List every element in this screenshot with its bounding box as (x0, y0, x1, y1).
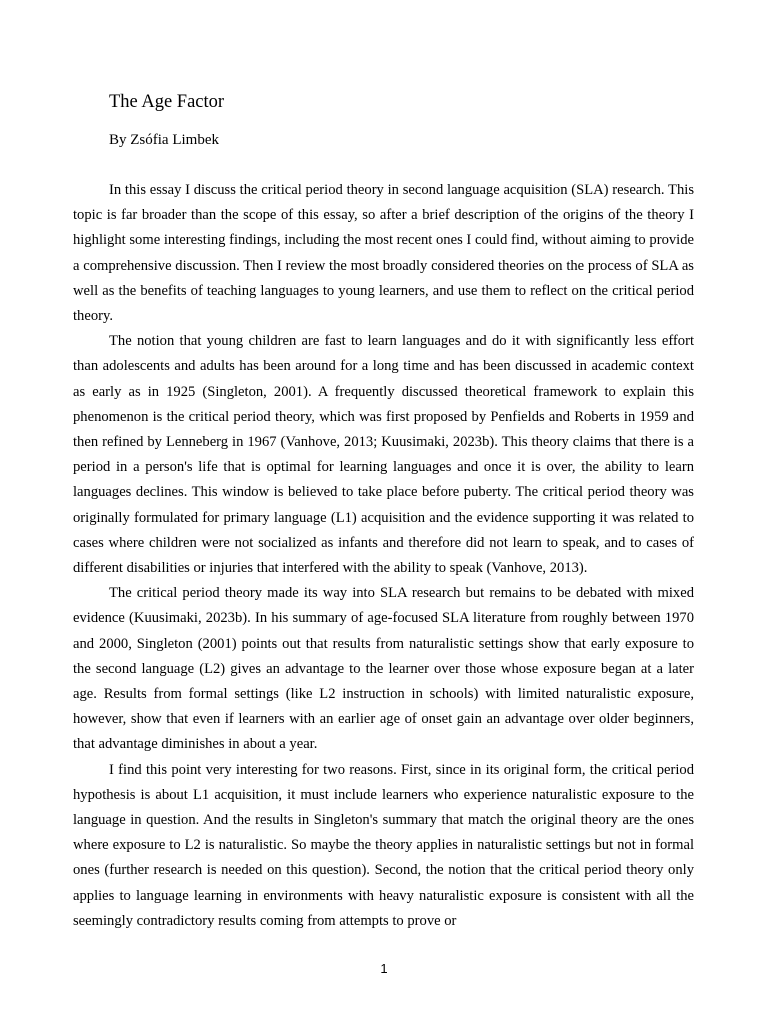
page-number: 1 (380, 961, 388, 976)
document-body (73, 178, 694, 934)
document-title: The Age Factor (109, 92, 225, 112)
paragraph: The critical period theory made its way into SLA research but remains to be debated with mixed evidence (Kuusimaki, 2023b). In his summary of age-focused SLA literature from roughly between 1970 and 2000, Singleton (2001) points out that results from naturalistic settings show that early exposure to the second language (L2) gives an advantage to the learner over those whose exposure began at a later age. Results from formal settings (like L2 instruction in schools) with limited naturalistic exposure, however, show that even if learners with an earlier age of onset gain an advantage over older beginners, that advantage diminishes in about a year. (73, 585, 694, 753)
paragraph: I find this point very interesting for two reasons. First, since in its original form, the critical period hypothesis is about L1 acquisition, it must include learners who experience naturalistic exposure to the language in question. And the results in Singleton's summary that match the original theory are the ones where exposure to L2 is naturalistic. So maybe the theory applies in naturalistic settings but not in formal ones (further research is needed on this question). Second, the notion that the critical period theory only applies to language learning in environments with heavy naturalistic exposure is consistent with all the seemingly contradictory results coming from attempts to prove or (73, 761, 694, 929)
paragraph: In this essay I discuss the critical period theory in second language acquisition (SLA) research. This topic is far broader than the scope of this essay, so after a brief description of the origins of the theory I highlight some interesting findings, including the most recent ones I could find, without aiming to provide a comprehensive discussion. Then I review the most broadly considered theories on the process of SLA as well as the benefits of teaching languages to young learners, and use them to reflect on the critical period theory. (73, 182, 694, 325)
paragraph: The notion that young children are fast to learn languages and do it with significantly less effort than adolescents and adults has been around for a long time and has been discussed in academic context as early as in 1925 (Singleton, 2001). A frequently discussed theoretical framework to explain this phenomenon is the critical period theory, which was first proposed by Penfields and Roberts in 1959 and then refined by Lenneberg in 1967 (Vanhove, 2013; Kuusimaki, 2023b). This theory claims that there is a period in a person's life that is optimal for learning languages and once it is over, the ability to learn languages declines. This window is believed to take place before puberty. The critical period theory was originally formulated for primary language (L1) acquisition and the evidence supporting it was related to cases where children were not socialized as infants and therefore did not learn to speak, and to cases of different disabilities or injuries that interfered with the ability to speak (Vanhove, 2013). (73, 333, 694, 577)
document-author: By Zsófia Limbek (109, 132, 219, 148)
